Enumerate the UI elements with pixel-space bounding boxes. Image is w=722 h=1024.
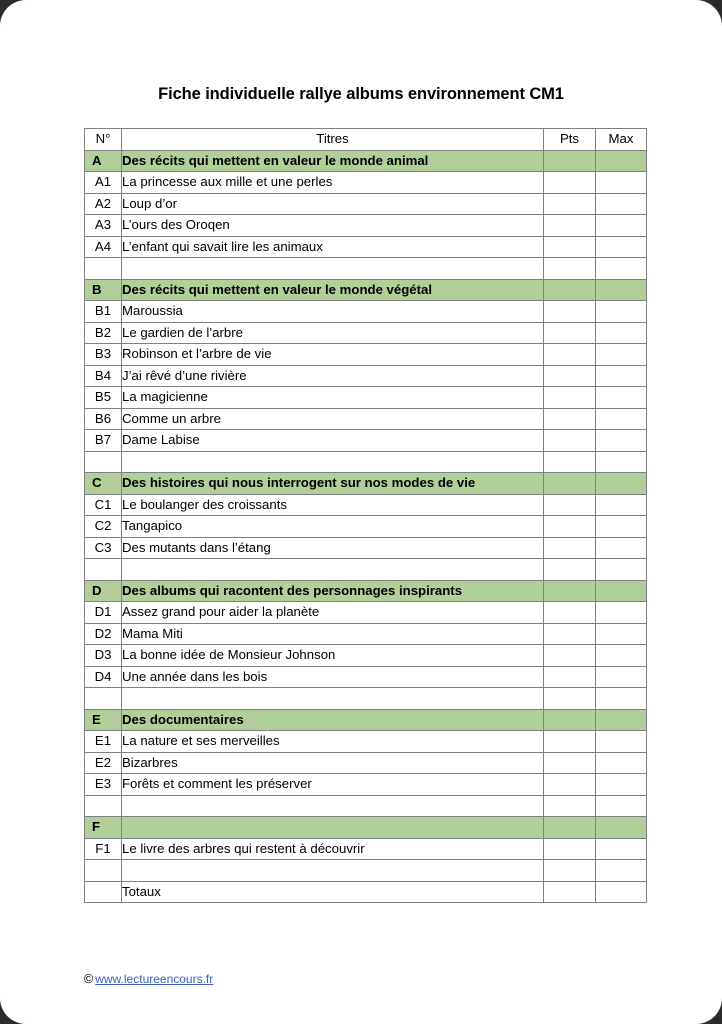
cell-points[interactable] [544,774,596,796]
cell-max[interactable] [596,365,647,387]
column-header-titles: Titres [122,129,544,151]
website-link[interactable]: www.lectureencours.fr [95,972,214,986]
cell-max [596,860,647,882]
footer [84,972,213,986]
table-row [85,193,647,215]
cell-number: B6 [85,408,122,430]
cell-max[interactable] [596,494,647,516]
cell-title: Comme un arbre [122,408,544,430]
cell-max [596,559,647,581]
table-row [85,172,647,194]
cell-max[interactable] [596,430,647,452]
cell-number [85,860,122,882]
cell-points[interactable] [544,279,596,301]
cell-title: L’enfant qui savait lire les animaux [122,236,544,258]
cell-number [85,559,122,581]
table-row [85,731,647,753]
cell-number: E2 [85,752,122,774]
cell-max[interactable] [596,645,647,667]
cell-points[interactable] [544,752,596,774]
cell-points[interactable] [544,215,596,237]
table-row [85,365,647,387]
cell-title: La bonne idée de Monsieur Johnson [122,645,544,667]
cell-number: E1 [85,731,122,753]
cell-points[interactable] [544,731,596,753]
section-header-row [85,580,647,602]
cell-max[interactable] [596,322,647,344]
column-header-number: N° [85,129,122,151]
cell-title [122,559,544,581]
cell-title: La princesse aux mille et une perles [122,172,544,194]
table-row [85,838,647,860]
cell-title: Totaux [122,881,544,903]
table-row [85,236,647,258]
cell-points [544,559,596,581]
cell-number: A2 [85,193,122,215]
cell-max [596,688,647,710]
cell-points[interactable] [544,881,596,903]
cell-points[interactable] [544,322,596,344]
cell-points [544,258,596,280]
table-row [85,537,647,559]
cell-max[interactable] [596,623,647,645]
cell-points [544,451,596,473]
cell-max [596,795,647,817]
cell-number: B1 [85,301,122,323]
cell-title: La nature et ses merveilles [122,731,544,753]
cell-max [596,451,647,473]
cell-points[interactable] [544,602,596,624]
cell-points[interactable] [544,838,596,860]
cell-points[interactable] [544,236,596,258]
cell-number: D [85,580,122,602]
cell-max[interactable] [596,817,647,839]
cell-max[interactable] [596,473,647,495]
section-header-row [85,817,647,839]
cell-max[interactable] [596,387,647,409]
cell-title: Maroussia [122,301,544,323]
cell-number: D2 [85,623,122,645]
spacer-row [85,795,647,817]
cell-number: C2 [85,516,122,538]
table-header [85,129,647,151]
spacer-row [85,451,647,473]
cell-title: Forêts et comment les préserver [122,774,544,796]
cell-title: Une année dans les bois [122,666,544,688]
cell-max[interactable] [596,344,647,366]
cell-max[interactable] [596,666,647,688]
section-header-row [85,473,647,495]
cell-max[interactable] [596,172,647,194]
table-row [85,215,647,237]
table-row [85,430,647,452]
table-row [85,322,647,344]
table-row [85,301,647,323]
cell-title: Des albums qui racontent des personnages inspirants [122,580,544,602]
cell-number: E [85,709,122,731]
section-header-row [85,279,647,301]
cell-number: C1 [85,494,122,516]
cell-max[interactable] [596,301,647,323]
cell-number: F [85,817,122,839]
cell-title: L’ours des Oroqen [122,215,544,237]
cell-max[interactable] [596,709,647,731]
cell-max[interactable] [596,215,647,237]
cell-points[interactable] [544,387,596,409]
cell-number: A3 [85,215,122,237]
column-header-pts: Pts [544,129,596,151]
cell-number [85,258,122,280]
cell-max[interactable] [596,279,647,301]
cell-title [122,258,544,280]
cell-number: B5 [85,387,122,409]
table-body [85,150,647,903]
cell-points[interactable] [544,408,596,430]
cell-title: Le boulanger des croissants [122,494,544,516]
cell-number: B3 [85,344,122,366]
cell-number: D3 [85,645,122,667]
spacer-row [85,860,647,882]
cell-title: Tangapico [122,516,544,538]
cell-title [122,451,544,473]
cell-title: La magicienne [122,387,544,409]
cell-title: Des histoires qui nous interrogent sur nos modes de vie [122,473,544,495]
cell-title: Des récits qui mettent en valeur le monde animal [122,150,544,172]
cell-max[interactable] [596,193,647,215]
table-row [85,387,647,409]
table-row [85,408,647,430]
table-row [85,344,647,366]
cell-max[interactable] [596,881,647,903]
table-row [85,623,647,645]
cell-title: Robinson et l’arbre de vie [122,344,544,366]
cell-number: C3 [85,537,122,559]
cell-points[interactable] [544,537,596,559]
cell-max[interactable] [596,516,647,538]
cell-points[interactable] [544,645,596,667]
section-header-row [85,709,647,731]
section-header-row [85,150,647,172]
cell-points[interactable] [544,344,596,366]
cell-number: A1 [85,172,122,194]
cell-points [544,688,596,710]
table-row [85,494,647,516]
cell-points[interactable] [544,172,596,194]
cell-number: B4 [85,365,122,387]
cell-title: Le livre des arbres qui restent à découvrir [122,838,544,860]
cell-number: B7 [85,430,122,452]
cell-title: Assez grand pour aider la planète [122,602,544,624]
cell-title [122,860,544,882]
cell-number: A [85,150,122,172]
cell-title: Dame Labise [122,430,544,452]
table-row [85,774,647,796]
cell-number: A4 [85,236,122,258]
cell-points[interactable] [544,494,596,516]
cell-number: C [85,473,122,495]
cell-title: J’ai rêvé d’une rivière [122,365,544,387]
cell-number [85,795,122,817]
cell-points[interactable] [544,365,596,387]
cell-max[interactable] [596,408,647,430]
cell-points[interactable] [544,709,596,731]
cell-points[interactable] [544,516,596,538]
cell-number: B2 [85,322,122,344]
cell-number [85,881,122,903]
table-header-row [85,129,647,151]
cell-number: D4 [85,666,122,688]
cell-title: Des documentaires [122,709,544,731]
cell-points[interactable] [544,430,596,452]
cell-points[interactable] [544,301,596,323]
spacer-row [85,688,647,710]
cell-title [122,795,544,817]
cell-title: Mama Miti [122,623,544,645]
cell-title: Bizarbres [122,752,544,774]
cell-number: D1 [85,602,122,624]
rallye-scoring-table [84,128,647,903]
cell-points[interactable] [544,193,596,215]
cell-number: B [85,279,122,301]
cell-max[interactable] [596,236,647,258]
table-row [85,516,647,538]
table-row [85,645,647,667]
cell-points [544,795,596,817]
cell-max[interactable] [596,752,647,774]
cell-title: Loup d’or [122,193,544,215]
cell-points[interactable] [544,473,596,495]
page-title: Fiche individuelle rallye albums environnement CM1 [158,85,564,103]
cell-max [596,258,647,280]
cell-number: F1 [85,838,122,860]
cell-title [122,688,544,710]
cell-points[interactable] [544,580,596,602]
table-row [85,602,647,624]
cell-title: Des récits qui mettent en valeur le monde végétal [122,279,544,301]
column-header-max: Max [596,129,647,151]
cell-max[interactable] [596,602,647,624]
cell-points[interactable] [544,150,596,172]
cell-number [85,688,122,710]
table-row [85,752,647,774]
cell-title: Des mutants dans l’étang [122,537,544,559]
cell-title: Le gardien de l’arbre [122,322,544,344]
cell-max[interactable] [596,537,647,559]
cell-max[interactable] [596,838,647,860]
copyright-icon: © [84,972,94,986]
table-row [85,666,647,688]
cell-number: E3 [85,774,122,796]
spacer-row [85,559,647,581]
cell-max[interactable] [596,580,647,602]
cell-points[interactable] [544,817,596,839]
cell-max[interactable] [596,731,647,753]
cell-number [85,451,122,473]
spacer-row [85,258,647,280]
cell-points[interactable] [544,623,596,645]
totals-row [85,881,647,903]
cell-title [122,817,544,839]
cell-max[interactable] [596,150,647,172]
cell-points[interactable] [544,666,596,688]
cell-max[interactable] [596,774,647,796]
cell-points [544,860,596,882]
